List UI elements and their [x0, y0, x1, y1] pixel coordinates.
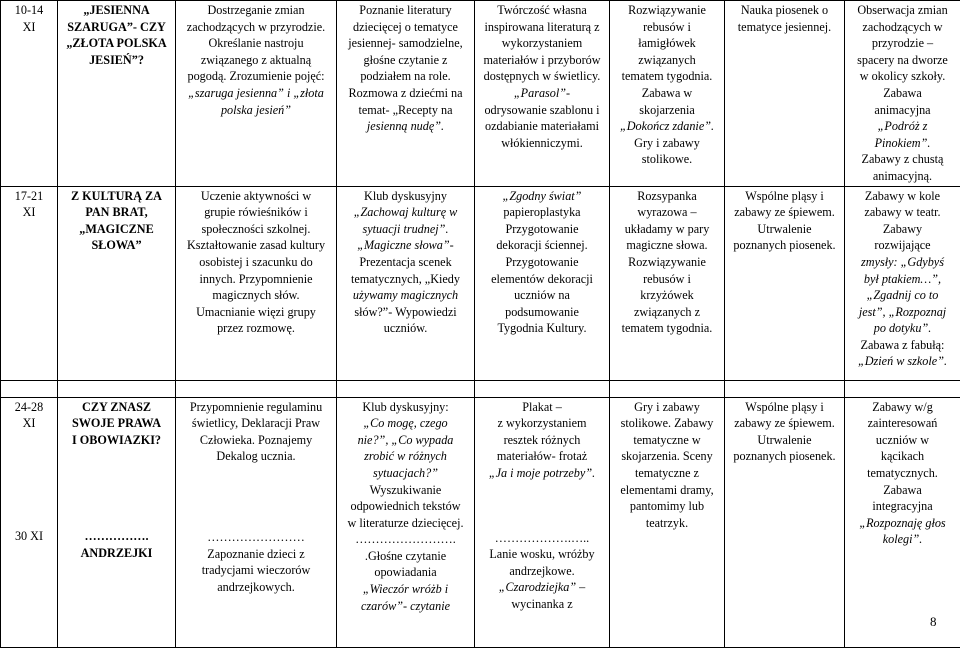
date-cell: 24-28 XI 30 XI	[1, 397, 58, 647]
literature-cell: Klub dyskusyjny „Zachowaj kulturę w sytuacji trudnej”. „Magiczne słowa”- Prezentacja scenek tematycznych, „Kiedy używamy magicznych słów?”- Wypowiedzi uczniów.	[337, 186, 475, 380]
music-cell: Wspólne pląsy i zabawy ze śpiewem. Utrwalenie poznanych piosenek.	[725, 186, 845, 380]
date-cell: 10-14 XI	[1, 1, 58, 187]
page-number: 8	[930, 614, 937, 630]
literature-cell: Poznanie literatury dziecięcej o tematyce jesiennej- samodzielne, głośne czytanie z podziałem na role. Rozmowa z dziećmi na temat- „Recepty na jesienną nudę”.	[337, 1, 475, 187]
date-extra: 30 XI	[4, 528, 54, 545]
topic-cell: „JESIENNA SZARUGA”- CZY „ZŁOTA POLSKA JESIEŃ”?	[58, 1, 176, 187]
art-cell: „Zgodny świat” papieroplastyka Przygotowanie dekoracji ściennej. Przygotowanie elementów dekoracji uczniów na podsumowanie Tygodnia Kultury.	[475, 186, 610, 380]
aims-cell: Dostrzeganie zmian zachodzących w przyrodzie. Określanie nastroju związanego z aktualną pogodą. Zrozumienie pojęć: „szaruga jesienna” i „złota polska jesień”	[176, 1, 337, 187]
date-cell: 17-21 XI	[1, 186, 58, 380]
games-cell: Rozwiązywanie rebusów i łamigłówek związanych tematem tygodnia. Zabawa w skojarzenia „Dokończ zdanie”. Gry i zabawy stolikowe.	[610, 1, 725, 187]
art-cell: Twórczość własna inspirowana literaturą z wykorzystaniem materiałów i przyborów dostępnych w świetlicy. „Parasol”- odrysowanie szablonu i ozdabianie materiałami włókienniczymi.	[475, 1, 610, 187]
art-cell: Plakat – z wykorzystaniem resztek różnych materiałów- frotaż „Ja i moje potrzeby”. ……………….….. Lanie wosku, wróżby andrzejkowe. „Czarodziejka” – wycinanka z	[475, 397, 610, 647]
topic-cell: Z KULTURĄ ZA PAN BRAT, „MAGICZNE SŁOWA”	[58, 186, 176, 380]
music-cell: Wspólne pląsy i zabawy ze śpiewem. Utrwalenie poznanych piosenek.	[725, 397, 845, 647]
table-row	[1, 1, 960, 187]
topic-cell: CZY ZNASZ SWOJE PRAWA I OBOWIAZKI? ……………. ANDRZEJKI	[58, 397, 176, 647]
games-cell: Gry i zabawy stolikowe. Zabawy tematyczne w skojarzenia. Sceny tematyczne z elementami dramy, pantomimy lub teatrzyk.	[610, 397, 725, 647]
table-row	[1, 397, 960, 647]
movement-cell: Zabawy w/g zainteresowań uczniów w kącikach tematycznych. Zabawa integracyjna „Rozpoznaję głos kolegi”.	[845, 397, 960, 647]
table-row	[1, 186, 960, 380]
spacer-row	[1, 380, 960, 397]
aims-cell: Uczenie aktywności w grupie rówieśników i społeczności szkolnej. Kształtowanie zasad kultury osobistej i szacunku do innych. Przypomnienie magicznych słów. Umacnianie więzi grupy przez rozmowę.	[176, 186, 337, 380]
music-cell: Nauka piosenek o tematyce jesiennej.	[725, 1, 845, 187]
movement-cell: Obserwacja zmian zachodzących w przyrodzie – spacery na dworze w okolicy szkoły. Zabawa animacyjna „Podróż z Pinokiem”. Zabawy z chustą animacyjną.	[845, 1, 960, 187]
aims-cell: Przypomnienie regulaminu świetlicy, Deklaracji Praw Człowieka. Poznajemy Dekalog ucznia. …………………… Zapoznanie dzieci z tradycjami wieczorów andrzejkowych.	[176, 397, 337, 647]
movement-cell: Zabawy w kole zabawy w teatr. Zabawy rozwijające zmysły: „Gdybyś był ptakiem…”, „Zgadnij co to jest”, „Rozpoznaj po dotyku”. Zabawa z fabułą: „Dzień w szkole”.	[845, 186, 960, 380]
literature-cell: Klub dyskusyjny: „Co mogę, czego nie?”, „Co wypada zrobić w różnych sytuacjach?” Wyszukiwanie odpowiednich tekstów w literaturze dziecięcej. ……………………. .Głośne czytanie opowiadania „Wieczór wróżb i czarów”- czytanie	[337, 397, 475, 647]
games-cell: Rozsypanka wyrazowa – układamy w pary magiczne słowa. Rozwiązywanie rebusów i krzyżówek związanych z tematem tygodnia.	[610, 186, 725, 380]
